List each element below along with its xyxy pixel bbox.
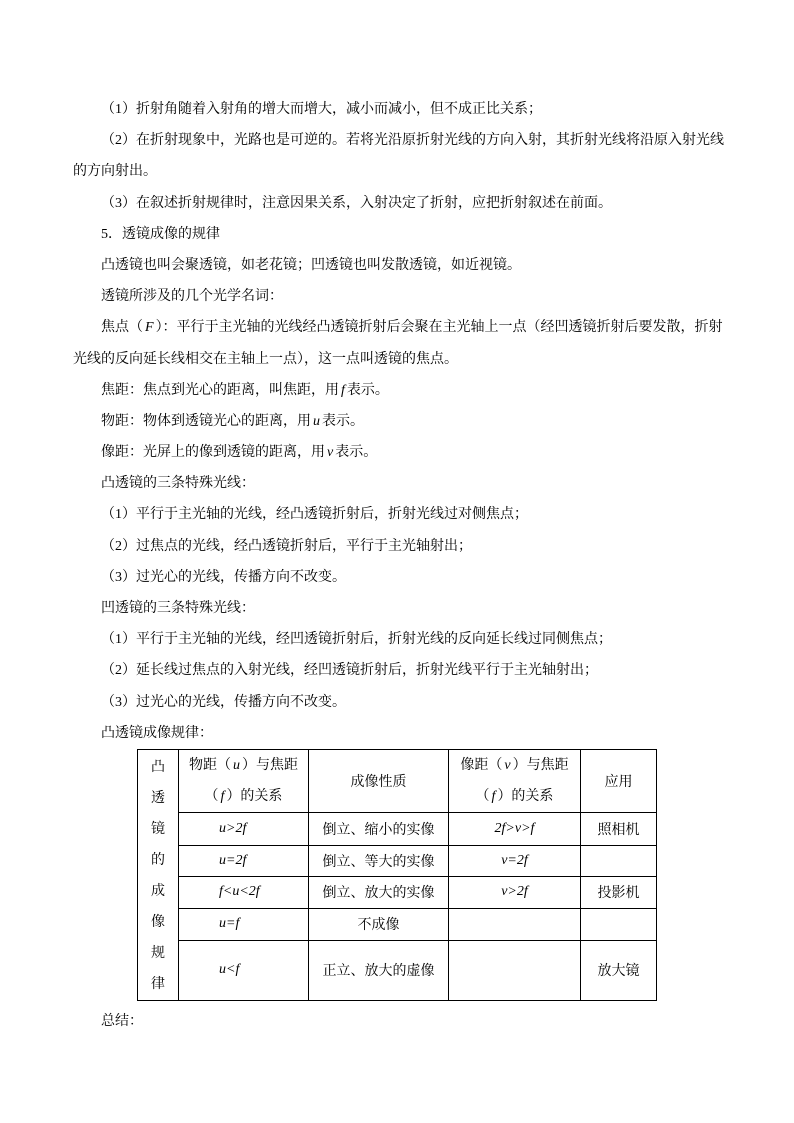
focus-definition-line-1 xyxy=(73,312,733,343)
image-nature-cell: 不成像 xyxy=(309,908,449,940)
object-distance-cell xyxy=(179,940,309,1000)
header-line xyxy=(179,750,308,781)
empty-cell xyxy=(581,908,657,940)
object-distance-suffix: 表示。 xyxy=(322,413,364,429)
object-distance-expr: u=2f xyxy=(219,853,247,869)
focus-definition-prefix: 焦点（ xyxy=(101,320,143,336)
concave-rays-heading: 凹透镜的三条特殊光线： xyxy=(101,601,255,616)
image-distance-expr: 2f>v>f xyxy=(494,821,535,837)
header-line xyxy=(449,781,580,812)
focal-length-text: 焦距：焦点到光心的距离，叫焦距，用 xyxy=(101,382,339,398)
header-text: ）的关系 xyxy=(226,789,283,805)
image-nature-cell: 倒立、等大的实像 xyxy=(309,846,449,877)
side-label-char: 的 xyxy=(151,852,165,868)
side-label-char: 成 xyxy=(151,883,165,899)
focus-definition-line-2: 光线的反向延长线相交在主轴上一点），这一点叫透镜的焦点。 xyxy=(73,351,458,367)
refraction-note-2-line-1: （2）在折射现象中，光路也是可逆的。若将光沿原折射光线的方向入射，其折射光线将沿原入射光线 xyxy=(101,133,724,149)
convex-ray-item: （1）平行于主光轴的光线，经凸透镜折射后，折射光线过对侧焦点； xyxy=(101,507,528,523)
header-text: ）与焦距 xyxy=(242,758,298,774)
focal-length-definition xyxy=(73,375,733,406)
object-distance-cell xyxy=(179,846,309,877)
empty-cell xyxy=(581,846,657,877)
table-row xyxy=(138,813,657,846)
object-distance-symbol: u xyxy=(313,413,320,429)
header-text: 物距（ xyxy=(189,758,231,774)
header-application: 应用 xyxy=(581,749,657,812)
image-distance-definition xyxy=(73,437,733,468)
header-text: ）与焦距 xyxy=(512,758,569,774)
convex-rays-heading: 凸透镜的三条特殊光线： xyxy=(101,476,255,492)
convex-lens-imaging-table xyxy=(137,749,657,1001)
section-heading: 5．透镜成像的规律 xyxy=(101,226,220,242)
object-distance-cell xyxy=(179,877,309,908)
side-label-char: 透 xyxy=(151,790,165,806)
application-cell: 照相机 xyxy=(581,813,657,846)
focus-symbol: F xyxy=(145,320,154,336)
object-distance-cell xyxy=(179,813,309,846)
focus-definition-text: ）：平行于主光轴的光线经凸透镜折射后会聚在主光轴上一点（经凹透镜折射后要发散，折射 xyxy=(155,320,723,336)
header-text: （ xyxy=(475,789,490,805)
header-symbol: u xyxy=(233,758,240,774)
summary-label: 总结： xyxy=(101,1013,143,1029)
header-object-relation xyxy=(179,749,309,812)
empty-cell xyxy=(449,940,581,1000)
side-label-char: 规 xyxy=(151,945,165,961)
image-distance-text: 像距：光屏上的像到透镜的距离，用 xyxy=(101,445,325,461)
header-symbol: f xyxy=(491,789,496,805)
header-line xyxy=(179,781,308,812)
object-distance-expr: u<f xyxy=(219,962,240,978)
image-distance-expr: v>2f xyxy=(501,884,528,900)
side-label-char: 像 xyxy=(151,914,165,930)
image-distance-suffix: 表示。 xyxy=(335,445,378,461)
concave-ray-item: （2）延长线过焦点的入射光线，经凹透镜折射后，折射光线平行于主光轴射出； xyxy=(101,663,598,679)
table-side-label xyxy=(138,749,179,1000)
application-cell: 放大镜 xyxy=(581,940,657,1000)
concave-ray-item: （3）过光心的光线，传播方向不改变。 xyxy=(101,694,346,710)
header-text: 像距（ xyxy=(460,758,503,774)
table-row xyxy=(138,940,657,1000)
page-content xyxy=(73,94,733,1037)
header-symbol: f xyxy=(220,789,225,805)
refraction-note-1: （1）折射角随着入射角的增大而增大，减小而减小，但不成正比关系； xyxy=(101,102,542,117)
focal-length-suffix: 表示。 xyxy=(346,382,389,398)
object-distance-expr: f<u<2f xyxy=(219,884,260,900)
side-label-char: 凸 xyxy=(151,759,165,775)
object-distance-definition xyxy=(73,406,733,437)
concave-ray-item: （1）平行于主光轴的光线，经凹透镜折射后，折射光线的反向延长线过同侧焦点； xyxy=(101,632,612,648)
header-text: ）的关系 xyxy=(497,789,554,805)
image-distance-symbol: v xyxy=(327,445,334,461)
object-distance-text: 物距：物体到透镜光心的距离，用 xyxy=(101,413,311,429)
table-caption: 凸透镜成像规律： xyxy=(101,725,213,741)
image-distance-cell xyxy=(449,813,581,846)
object-distance-expr: u>2f xyxy=(219,821,247,837)
header-text: （ xyxy=(204,789,219,805)
lens-intro: 凸透镜也叫会聚透镜，如老花镜；凹透镜也叫发散透镜，如近视镜。 xyxy=(101,257,521,273)
image-distance-expr: v=2f xyxy=(501,853,528,869)
application-cell: 投影机 xyxy=(581,877,657,908)
table-row xyxy=(138,908,657,940)
convex-ray-item: （3）过光心的光线，传播方向不改变。 xyxy=(101,569,346,585)
header-image-relation xyxy=(449,749,581,812)
image-distance-cell xyxy=(449,846,581,877)
focal-length-symbol: f xyxy=(341,382,345,398)
empty-cell xyxy=(449,908,581,940)
header-image-nature: 成像性质 xyxy=(309,749,449,812)
image-distance-cell xyxy=(449,877,581,908)
object-distance-expr: u=f xyxy=(219,916,240,932)
side-label-char: 律 xyxy=(151,976,165,992)
object-distance-cell xyxy=(179,908,309,940)
refraction-note-3: （3）在叙述折射规律时，注意因果关系，入射决定了折射，应把折射叙述在前面。 xyxy=(101,195,612,211)
side-label-char: 镜 xyxy=(151,821,165,837)
table-header-row xyxy=(138,749,657,812)
terms-heading: 透镜所涉及的几个光学名词： xyxy=(101,289,283,305)
header-symbol: v xyxy=(504,758,511,774)
image-nature-cell: 倒立、缩小的实像 xyxy=(309,813,449,846)
image-nature-cell: 倒立、放大的实像 xyxy=(309,877,449,908)
convex-ray-item: （2）过焦点的光线，经凸透镜折射后，平行于主光轴射出； xyxy=(101,538,472,554)
refraction-note-2-line-2: 的方向射出。 xyxy=(73,164,157,180)
table-row xyxy=(138,877,657,908)
table-row xyxy=(138,846,657,877)
header-line xyxy=(449,750,580,781)
image-nature-cell: 正立、放大的虚像 xyxy=(309,940,449,1000)
